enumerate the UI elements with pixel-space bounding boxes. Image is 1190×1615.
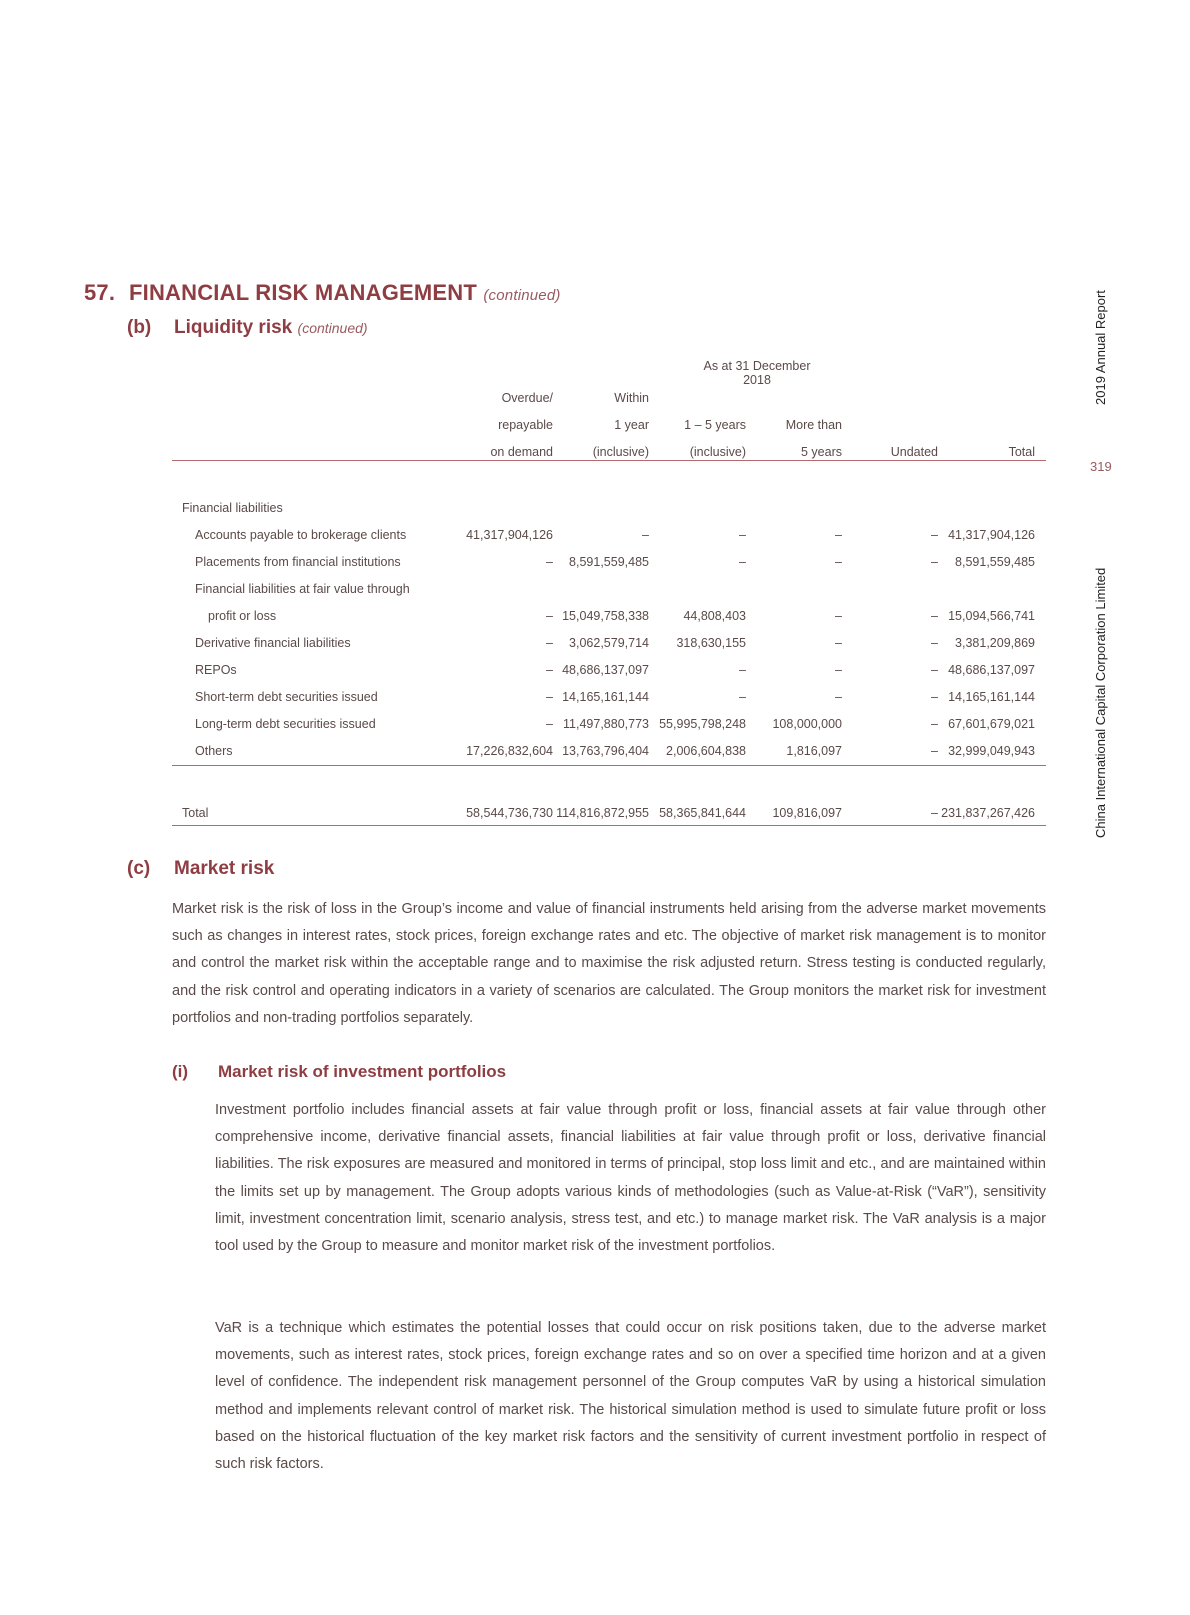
table-cell: 3,381,209,869 <box>955 636 1035 650</box>
table-cell: 2,006,604,838 <box>666 744 746 758</box>
subsection-label: (b) <box>127 317 152 338</box>
table-cell: – <box>835 636 842 650</box>
table-row <box>172 603 1046 630</box>
table-cell: 32,999,049,943 <box>948 744 1035 758</box>
subsection-heading-market-risk <box>127 858 274 880</box>
market-risk-paragraph: Market risk is the risk of loss in the Group’s income and value of financial instruments held arising from the adverse market movements such as changes in interest rates, stock prices, foreign exchange rates and etc. The objective of market risk management is to monitor and control the market risk within the acceptable range and to maximise the risk adjusted return. Stress testing is conducted regularly, and the risk control and operating indicators in a variety of scenarios are calculated. The Group monitors the market risk for investment portfolios and non-trading portfolios separately. <box>172 901 1046 1026</box>
table-cell: 8,591,559,485 <box>955 555 1035 569</box>
table-cell: 15,094,566,741 <box>948 609 1035 623</box>
subsection-title: Liquidity risk <box>174 317 293 338</box>
table-cell: 48,686,137,097 <box>562 663 649 677</box>
table-row <box>172 630 1046 657</box>
report-title: 2019 Annual Report <box>1093 290 1108 405</box>
row-label: Placements from financial institutions <box>195 555 401 569</box>
table-cell: – <box>739 555 746 569</box>
table-cell: 14,165,161,144 <box>562 690 649 704</box>
column-header: Overdue/ repayable on demand <box>490 391 553 459</box>
column-header: Total <box>1008 445 1035 459</box>
table-cell: 14,165,161,144 <box>948 690 1035 704</box>
table-cell: – <box>546 717 553 731</box>
table-cell: – <box>546 609 553 623</box>
table-cell: 318,630,155 <box>676 636 746 650</box>
table-cell: – <box>931 609 938 623</box>
column-header: More than 5 years <box>785 418 842 459</box>
table-header <box>172 385 1046 461</box>
table-cell: – <box>835 690 842 704</box>
table-cell: – <box>931 636 938 650</box>
total-cell: – <box>931 806 938 820</box>
row-label: Others <box>195 744 233 758</box>
subsection-heading-liquidity <box>127 317 368 339</box>
table-cell: – <box>931 663 938 677</box>
table-cell: 41,317,904,126 <box>466 528 553 542</box>
table-row <box>172 684 1046 711</box>
column-header: Undated <box>890 445 938 459</box>
column-header: 1 – 5 years (inclusive) <box>684 418 746 459</box>
table-cell: – <box>739 690 746 704</box>
table-cell: – <box>835 663 842 677</box>
table-cell: – <box>835 555 842 569</box>
var-paragraph: VaR is a technique which estimates the potential losses that could occur on risk positions taken, due to the adverse market movements, such as interest rates, stock prices, foreign exchange rates and so on over a specified time horizon and at a given level of confidence. The independent risk management personnel of the Group computes VaR by using a historical simulation method and implements relevant control of market risk. The historical simulation method is used to simulate future profit or loss based on the historical fluctuation of the key market risk factors and the sensitivity of current investment portfolio in respect of such risk factors. <box>215 1320 1046 1473</box>
table-cell: 17,226,832,604 <box>466 744 553 758</box>
section-title: FINANCIAL RISK MANAGEMENT <box>129 280 478 305</box>
table-cell: – <box>546 555 553 569</box>
table-row <box>172 549 1046 576</box>
group-label: Financial liabilities <box>182 501 283 515</box>
total-rule <box>172 825 1046 826</box>
total-cell: 231,837,267,426 <box>941 806 1035 820</box>
table-cell: 15,049,758,338 <box>562 609 649 623</box>
table-cell: – <box>931 717 938 731</box>
subsection-title: Market risk <box>174 858 275 879</box>
table-cell: 13,763,796,404 <box>562 744 649 758</box>
group-label-row <box>172 495 1046 522</box>
table-cell: – <box>739 528 746 542</box>
table-cell: – <box>642 528 649 542</box>
total-cell: 109,816,097 <box>772 806 842 820</box>
subsection-label: (c) <box>127 858 151 879</box>
company-name: China International Capital Corporation Limited <box>1093 567 1108 838</box>
sub-heading-investment-portfolios <box>172 1062 506 1082</box>
header-rule <box>172 460 1046 461</box>
table-cell: – <box>835 609 842 623</box>
sub-title: Market risk of investment portfolios <box>218 1062 507 1081</box>
table-cell: 11,497,880,773 <box>563 717 649 731</box>
subtotal-rule <box>172 765 1046 766</box>
table-row <box>172 522 1046 549</box>
page-number: 319 <box>1090 459 1112 474</box>
continued-note: (continued) <box>483 287 561 304</box>
table-row <box>172 576 1046 603</box>
table-cell: 41,317,904,126 <box>948 528 1035 542</box>
total-cell: 58,544,736,730 <box>466 806 553 820</box>
table-cell: 8,591,559,485 <box>569 555 649 569</box>
table-cell: – <box>931 528 938 542</box>
row-label: Financial liabilities at fair value through <box>195 582 410 596</box>
table-cell: – <box>546 663 553 677</box>
table-cell: – <box>546 636 553 650</box>
table-cell: 1,816,097 <box>786 744 842 758</box>
total-row <box>172 800 1046 827</box>
table-cell: – <box>931 690 938 704</box>
table-cell: – <box>546 690 553 704</box>
row-label: profit or loss <box>208 609 277 623</box>
total-cell: 114,816,872,955 <box>556 806 649 820</box>
table-cell: – <box>739 663 746 677</box>
section-number: 57. <box>84 280 116 305</box>
table-cell: – <box>931 555 938 569</box>
table-caption: As at 31 December 2018 <box>703 359 811 387</box>
table-row <box>172 711 1046 738</box>
row-label: Short-term debt securities issued <box>195 690 378 704</box>
total-label: Total <box>182 806 209 820</box>
table-cell: – <box>931 744 938 758</box>
table-cell: 67,601,679,021 <box>948 717 1035 731</box>
table-cell: 55,995,798,248 <box>659 717 746 731</box>
total-cell: 58,365,841,644 <box>659 806 746 820</box>
sub-label: (i) <box>172 1062 189 1081</box>
table-cell: 108,000,000 <box>772 717 842 731</box>
continued-note: (continued) <box>297 320 368 336</box>
table-row <box>172 738 1046 765</box>
investment-portfolio-paragraph: Investment portfolio includes financial assets at fair value through profit or loss, financial assets at fair value through other comprehensive income, derivative financial assets, financial liabilities at fair value through profit or loss, derivative financial liabilities. The risk exposures are measured and monitored in terms of principal, stop loss limit and etc., and are maintained within the limits set up by management. The Group adopts various kinds of methodologies (such as Value-at-Risk (“VaR”), sensitivity limit, investment concentration limit, scenario analysis, stress test, and etc.) to manage market risk. The VaR analysis is a major tool used by the Group to measure and monitor market risk of the investment portfolios. <box>215 1102 1046 1255</box>
row-label: Long-term debt securities issued <box>195 717 376 731</box>
row-label: Accounts payable to brokerage clients <box>195 528 407 542</box>
table-cell: 48,686,137,097 <box>948 663 1035 677</box>
row-label: REPOs <box>195 663 237 677</box>
column-header: Within 1 year (inclusive) <box>592 391 649 459</box>
table-row <box>172 657 1046 684</box>
table-cell: 3,062,579,714 <box>569 636 649 650</box>
table-cell: 44,808,403 <box>683 609 746 623</box>
row-label: Derivative financial liabilities <box>195 636 351 650</box>
table-cell: – <box>835 528 842 542</box>
section-heading <box>84 280 561 306</box>
